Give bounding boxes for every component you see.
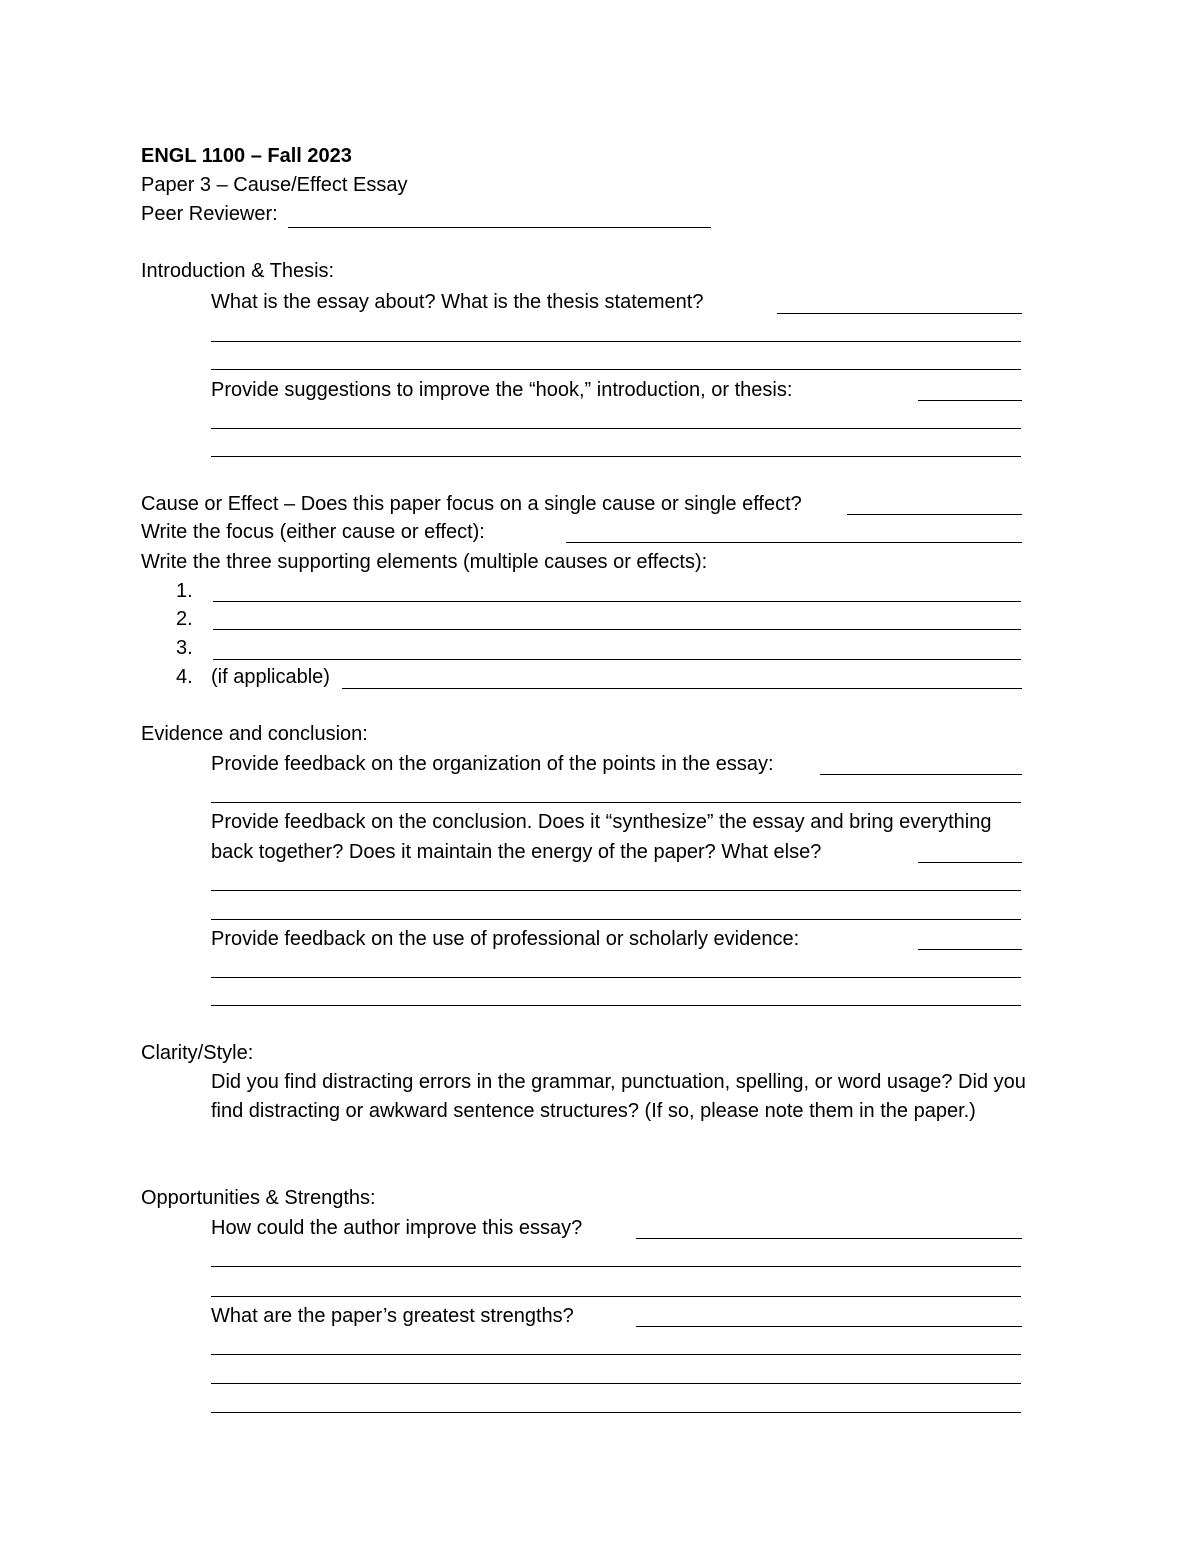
if-applicable-label: (if applicable) [211,666,330,688]
answer-line[interactable] [211,1296,1021,1297]
answer-line[interactable] [847,514,1022,515]
answer-line[interactable] [211,428,1021,429]
evidence-question: Provide feedback on the use of professional or scholarly evidence: [211,928,800,950]
supporting-question: Write the three supporting elements (multiple causes or effects): [141,551,708,573]
thesis-question: What is the essay about? What is the thesis statement? [211,291,704,313]
list-number: 2. [176,608,193,630]
answer-line[interactable] [213,659,1021,660]
answer-line[interactable] [211,919,1021,920]
answer-line[interactable] [342,688,1022,689]
assignment-title: Paper 3 – Cause/Effect Essay [141,174,408,196]
peer-reviewer-label: Peer Reviewer: [141,203,278,225]
answer-line[interactable] [211,1266,1021,1267]
answer-line[interactable] [820,774,1022,775]
peer-reviewer-line[interactable] [288,227,711,228]
answer-line[interactable] [211,456,1021,457]
answer-line[interactable] [213,601,1021,602]
answer-line[interactable] [918,949,1022,950]
conclusion-question-line2: back together? Does it maintain the energy of the paper? What else? [211,841,822,863]
answer-line[interactable] [918,400,1022,401]
answer-line[interactable] [211,369,1021,370]
answer-line[interactable] [211,890,1021,891]
improve-question: How could the author improve this essay? [211,1217,583,1239]
list-number: 3. [176,637,193,659]
answer-line[interactable] [211,802,1021,803]
answer-line[interactable] [636,1238,1022,1239]
list-number: 1. [176,580,193,602]
focus-question: Write the focus (either cause or effect): [141,521,485,543]
list-number: 4. [176,666,193,688]
answer-line[interactable] [211,1383,1021,1384]
answer-line[interactable] [211,1354,1021,1355]
answer-line[interactable] [213,629,1021,630]
answer-line[interactable] [211,977,1021,978]
intro-heading: Introduction & Thesis: [141,260,335,282]
conclusion-question-line1: Provide feedback on the conclusion. Does it “synthesize” the essay and bring everything [211,811,992,833]
answer-line[interactable] [211,1412,1021,1413]
organization-question: Provide feedback on the organization of the points in the essay: [211,753,774,775]
course-title: ENGL 1100 – Fall 2023 [141,145,352,167]
evidence-heading: Evidence and conclusion: [141,723,368,745]
answer-line[interactable] [777,313,1022,314]
answer-line[interactable] [566,542,1022,543]
answer-line[interactable] [211,341,1021,342]
hook-question: Provide suggestions to improve the “hook,” introduction, or thesis: [211,379,793,401]
answer-line[interactable] [636,1326,1022,1327]
strengths-question: What are the paper’s greatest strengths? [211,1305,574,1327]
answer-line[interactable] [918,862,1022,863]
clarity-question: Did you find distracting errors in the grammar, punctuation, spelling, or word usage? Did you find distracting or awkward sentence structures? (If so, please note them in the paper.) [211,1071,1026,1122]
opportunities-heading: Opportunities & Strengths: [141,1187,376,1209]
answer-line[interactable] [211,1005,1021,1006]
cause-effect-question: Cause or Effect – Does this paper focus on a single cause or single effect? [141,493,802,515]
clarity-heading: Clarity/Style: [141,1042,254,1064]
